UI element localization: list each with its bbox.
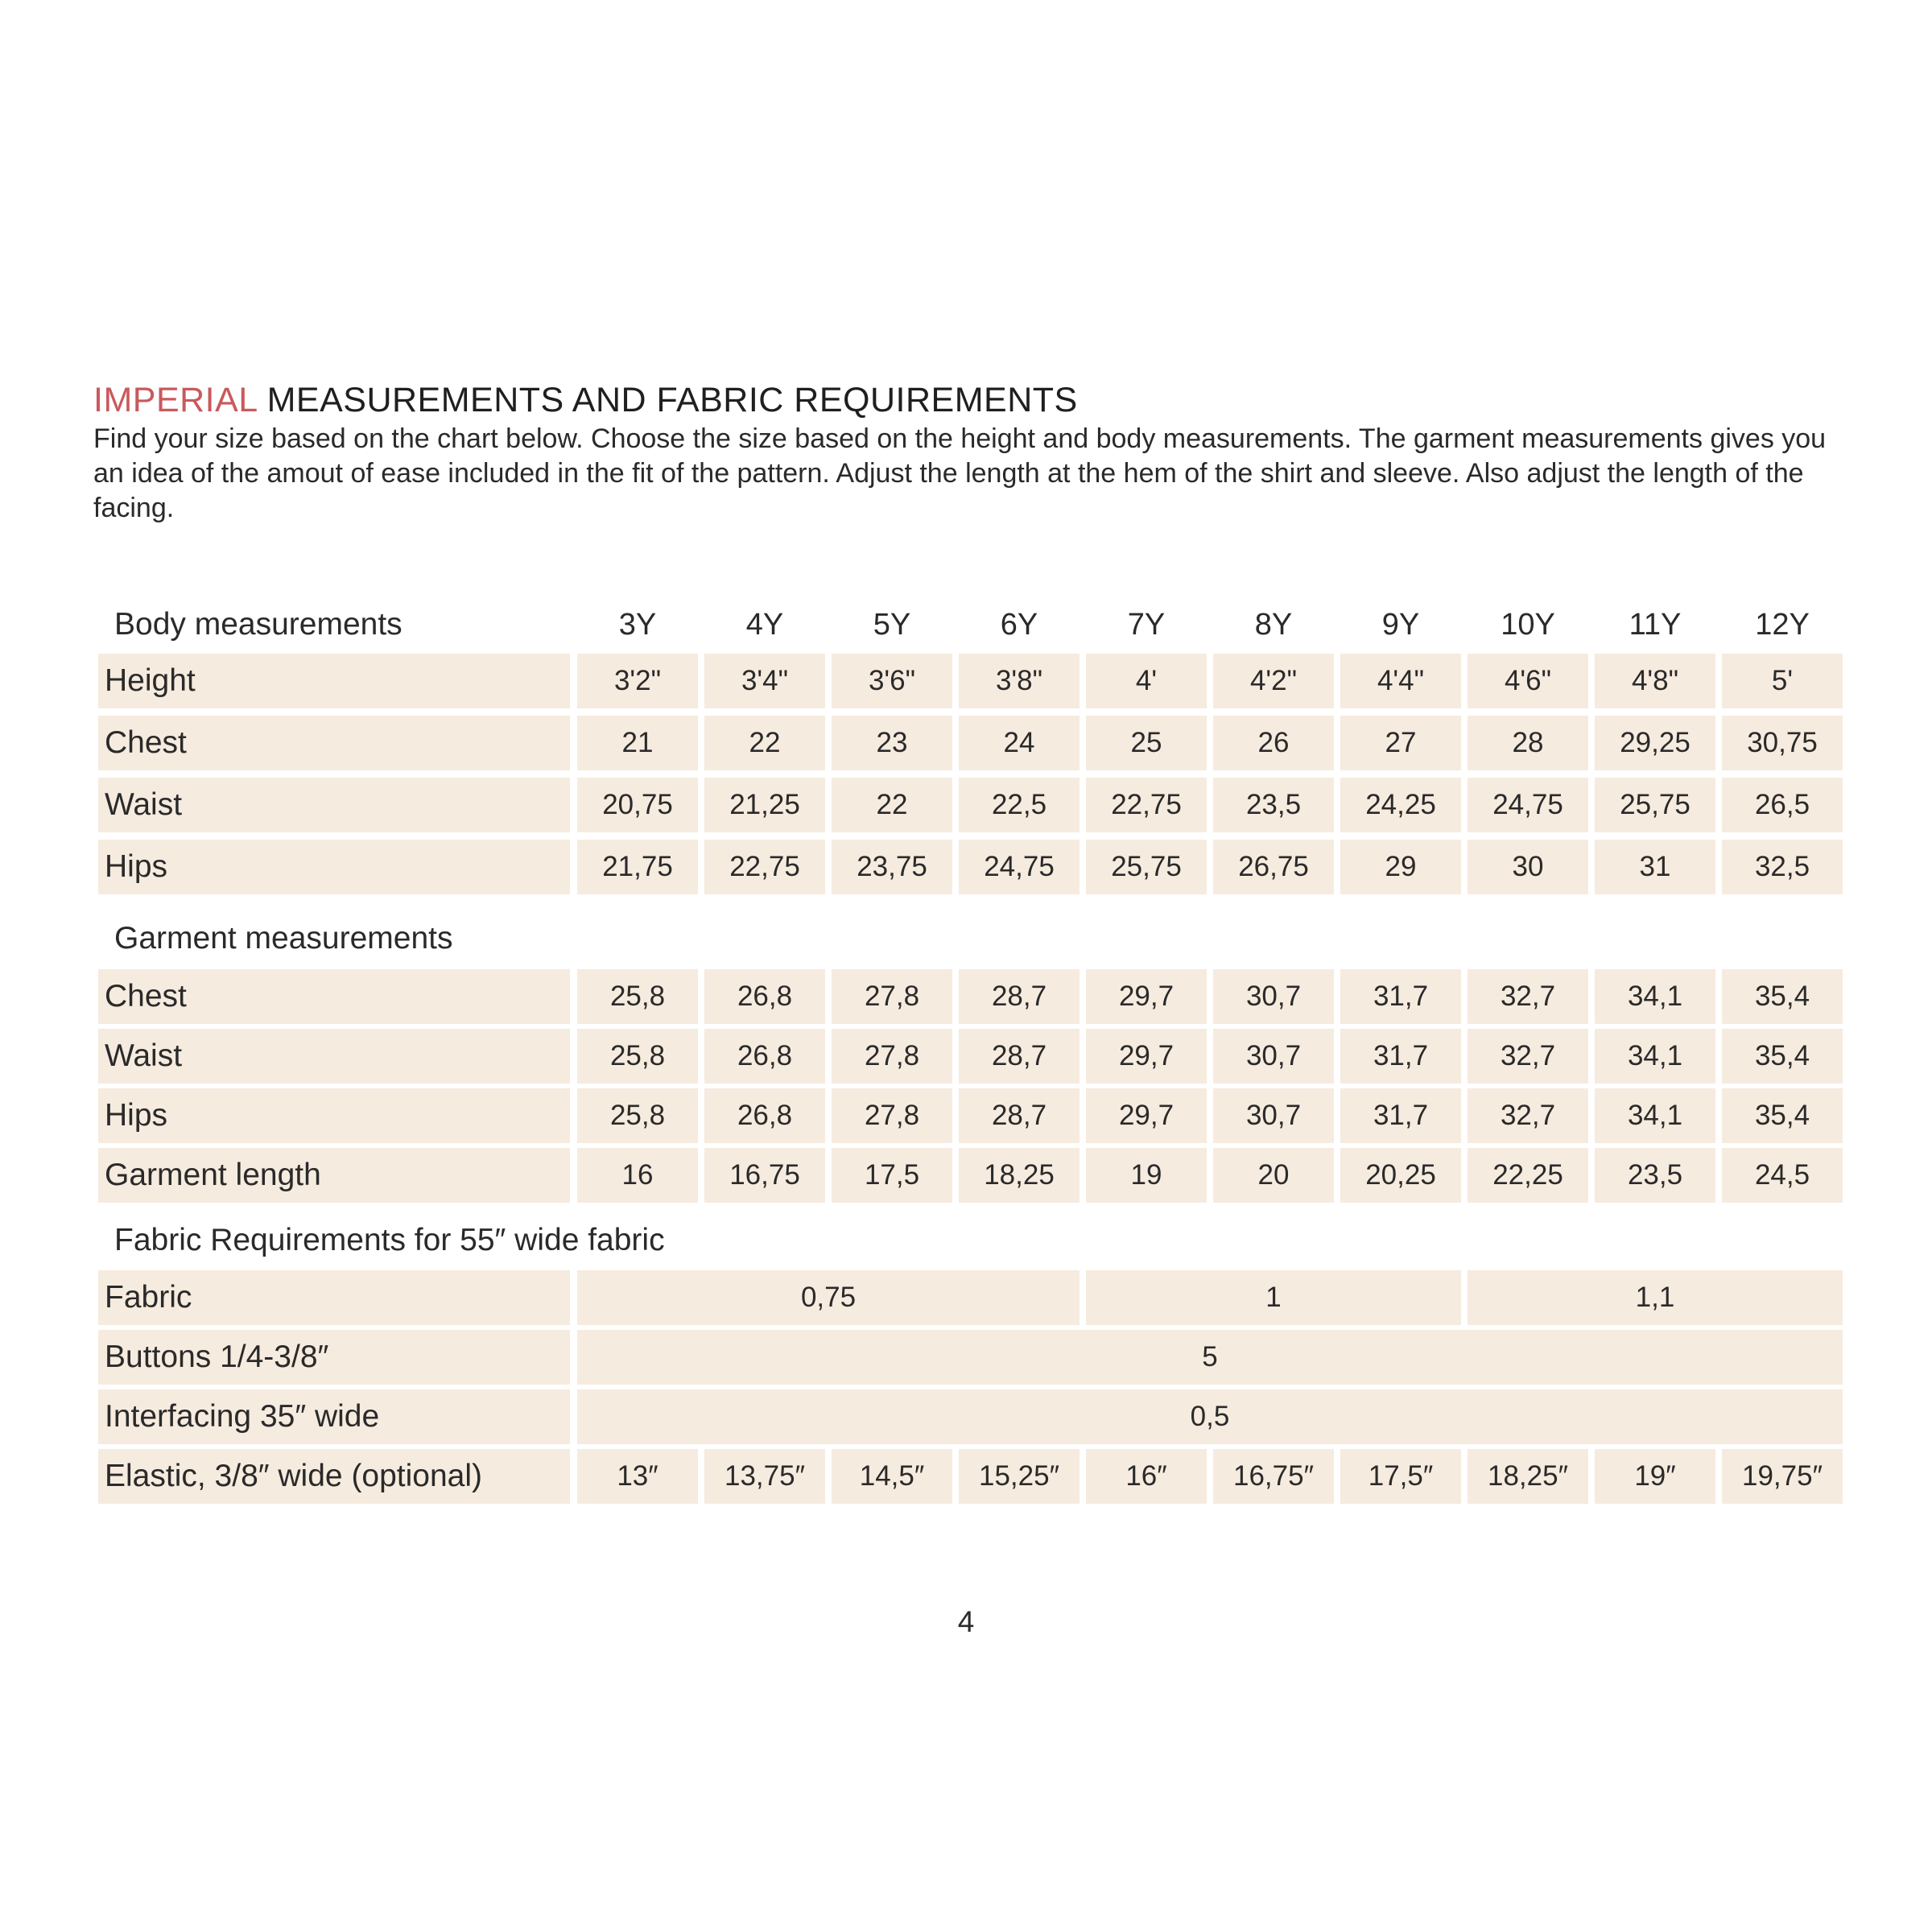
table-cell: 0,5 xyxy=(577,1389,1843,1444)
table-cell: 31,7 xyxy=(1340,1088,1461,1143)
table-cell: 29,7 xyxy=(1086,969,1207,1024)
table-cell: 22,5 xyxy=(959,778,1080,832)
table-cell: 27 xyxy=(1340,716,1461,770)
table-cell: 16″ xyxy=(1086,1449,1207,1504)
table-cell: 13″ xyxy=(577,1449,698,1504)
table-cell: 35,4 xyxy=(1722,969,1843,1024)
table-cell: 31 xyxy=(1595,840,1715,894)
size-chart-table xyxy=(98,0,1834,1932)
heading-rest: MEASUREMENTS AND FABRIC REQUIREMENTS xyxy=(257,381,1078,419)
table-cell: 24,75 xyxy=(1468,778,1588,832)
table-cell: 26,8 xyxy=(704,1029,825,1084)
table-cell: 0,75 xyxy=(577,1270,1080,1325)
size-header: 9Y xyxy=(1381,607,1420,642)
page-number: 4 xyxy=(957,1605,975,1638)
table-cell: 5' xyxy=(1722,654,1843,708)
size-header: 8Y xyxy=(1254,607,1293,642)
intro-paragraph: Find your size based on the chart below. Choose the size based on the height and body measurements. The garment measurements gives you an idea of the amout of ease included in the fit of the pattern. Adjust the length at the hem of the shirt and sleeve. Also adjust the length of the facing. xyxy=(93,423,1827,523)
table-cell: 25,75 xyxy=(1595,778,1715,832)
table-cell: 28,7 xyxy=(959,969,1080,1024)
table-cell: 23,75 xyxy=(832,840,952,894)
table-cell: 29,7 xyxy=(1086,1029,1207,1084)
table-cell: 32,7 xyxy=(1468,969,1588,1024)
section-title: Garment measurements xyxy=(114,921,453,956)
row-label: Waist xyxy=(98,1029,570,1084)
table-cell: 30,7 xyxy=(1213,969,1334,1024)
table-cell: 15,25″ xyxy=(959,1449,1080,1504)
table-cell: 25,8 xyxy=(577,1029,698,1084)
table-cell: 20,75 xyxy=(577,778,698,832)
table-cell: 18,25″ xyxy=(1468,1449,1588,1504)
table-cell: 1,1 xyxy=(1468,1270,1843,1325)
table-cell: 34,1 xyxy=(1595,969,1715,1024)
size-header: 10Y xyxy=(1501,607,1555,642)
table-cell: 24,25 xyxy=(1340,778,1461,832)
table-cell: 28,7 xyxy=(959,1029,1080,1084)
heading-accent: IMPERIAL xyxy=(93,381,258,419)
table-cell: 34,1 xyxy=(1595,1088,1715,1143)
table-cell: 29 xyxy=(1340,840,1461,894)
table-cell: 19,75″ xyxy=(1722,1449,1843,1504)
size-header: 7Y xyxy=(1127,607,1166,642)
row-label: Hips xyxy=(98,1088,570,1143)
row-label: Garment length xyxy=(98,1148,570,1203)
size-header: 3Y xyxy=(618,607,657,642)
row-label: Chest xyxy=(98,969,570,1024)
table-cell: 20,25 xyxy=(1340,1148,1461,1203)
section-title: Body measurements xyxy=(114,607,402,642)
table-cell: 26,8 xyxy=(704,969,825,1024)
table-cell: 28,7 xyxy=(959,1088,1080,1143)
row-label: Interfacing 35″ wide xyxy=(98,1389,570,1444)
table-cell: 20 xyxy=(1213,1148,1334,1203)
table-cell: 22 xyxy=(704,716,825,770)
table-cell: 25 xyxy=(1086,716,1207,770)
table-cell: 16,75 xyxy=(704,1148,825,1203)
table-cell: 17,5″ xyxy=(1340,1449,1461,1504)
table-cell: 19″ xyxy=(1595,1449,1715,1504)
table-cell: 35,4 xyxy=(1722,1029,1843,1084)
table-cell: 35,4 xyxy=(1722,1088,1843,1143)
table-cell: 32,5 xyxy=(1722,840,1843,894)
table-cell: 18,25 xyxy=(959,1148,1080,1203)
row-label: Elastic, 3/8″ wide (optional) xyxy=(98,1449,570,1504)
table-cell: 4'6" xyxy=(1468,654,1588,708)
table-cell: 23 xyxy=(832,716,952,770)
table-cell: 3'6" xyxy=(832,654,952,708)
row-label: Hips xyxy=(98,840,570,894)
row-label: Fabric xyxy=(98,1270,570,1325)
table-cell: 21,25 xyxy=(704,778,825,832)
table-cell: 32,7 xyxy=(1468,1029,1588,1084)
table-cell: 4'4" xyxy=(1340,654,1461,708)
table-cell: 3'4" xyxy=(704,654,825,708)
table-cell: 23,5 xyxy=(1213,778,1334,832)
table-cell: 1 xyxy=(1086,1270,1461,1325)
table-cell: 21,75 xyxy=(577,840,698,894)
table-cell: 23,5 xyxy=(1595,1148,1715,1203)
table-cell: 4' xyxy=(1086,654,1207,708)
table-cell: 21 xyxy=(577,716,698,770)
section-title: Fabric Requirements for 55″ wide fabric xyxy=(114,1223,665,1257)
table-cell: 31,7 xyxy=(1340,1029,1461,1084)
table-cell: 28 xyxy=(1468,716,1588,770)
table-cell: 4'8" xyxy=(1595,654,1715,708)
table-cell: 25,8 xyxy=(577,1088,698,1143)
row-label: Waist xyxy=(98,778,570,832)
size-header: 11Y xyxy=(1629,607,1682,642)
table-cell: 4'2" xyxy=(1213,654,1334,708)
table-cell: 30 xyxy=(1468,840,1588,894)
table-cell: 24 xyxy=(959,716,1080,770)
size-header: 4Y xyxy=(745,607,784,642)
table-cell: 24,75 xyxy=(959,840,1080,894)
table-cell: 30,75 xyxy=(1722,716,1843,770)
table-cell: 27,8 xyxy=(832,1088,952,1143)
table-cell: 31,7 xyxy=(1340,969,1461,1024)
table-cell: 24,5 xyxy=(1722,1148,1843,1203)
table-cell: 26,8 xyxy=(704,1088,825,1143)
table-cell: 3'2" xyxy=(577,654,698,708)
table-cell: 32,7 xyxy=(1468,1088,1588,1143)
row-label: Height xyxy=(98,654,570,708)
table-cell: 27,8 xyxy=(832,1029,952,1084)
table-cell: 22,75 xyxy=(704,840,825,894)
table-cell: 30,7 xyxy=(1213,1029,1334,1084)
table-cell: 14,5″ xyxy=(832,1449,952,1504)
table-cell: 26,75 xyxy=(1213,840,1334,894)
table-cell: 16,75″ xyxy=(1213,1449,1334,1504)
row-label: Chest xyxy=(98,716,570,770)
table-cell: 27,8 xyxy=(832,969,952,1024)
table-cell: 5 xyxy=(577,1330,1843,1385)
table-cell: 30,7 xyxy=(1213,1088,1334,1143)
table-cell: 22 xyxy=(832,778,952,832)
table-cell: 3'8" xyxy=(959,654,1080,708)
row-label: Buttons 1/4-3/8″ xyxy=(98,1330,570,1385)
table-cell: 25,8 xyxy=(577,969,698,1024)
table-cell: 34,1 xyxy=(1595,1029,1715,1084)
table-cell: 16 xyxy=(577,1148,698,1203)
table-cell: 26,5 xyxy=(1722,778,1843,832)
table-cell: 17,5 xyxy=(832,1148,952,1203)
table-cell: 26 xyxy=(1213,716,1334,770)
table-cell: 29,7 xyxy=(1086,1088,1207,1143)
size-header: 5Y xyxy=(873,607,911,642)
table-cell: 22,75 xyxy=(1086,778,1207,832)
table-cell: 19 xyxy=(1086,1148,1207,1203)
table-cell: 29,25 xyxy=(1595,716,1715,770)
size-header: 6Y xyxy=(1000,607,1038,642)
size-header: 12Y xyxy=(1755,607,1810,642)
table-cell: 25,75 xyxy=(1086,840,1207,894)
table-cell: 13,75″ xyxy=(704,1449,825,1504)
table-cell: 22,25 xyxy=(1468,1148,1588,1203)
